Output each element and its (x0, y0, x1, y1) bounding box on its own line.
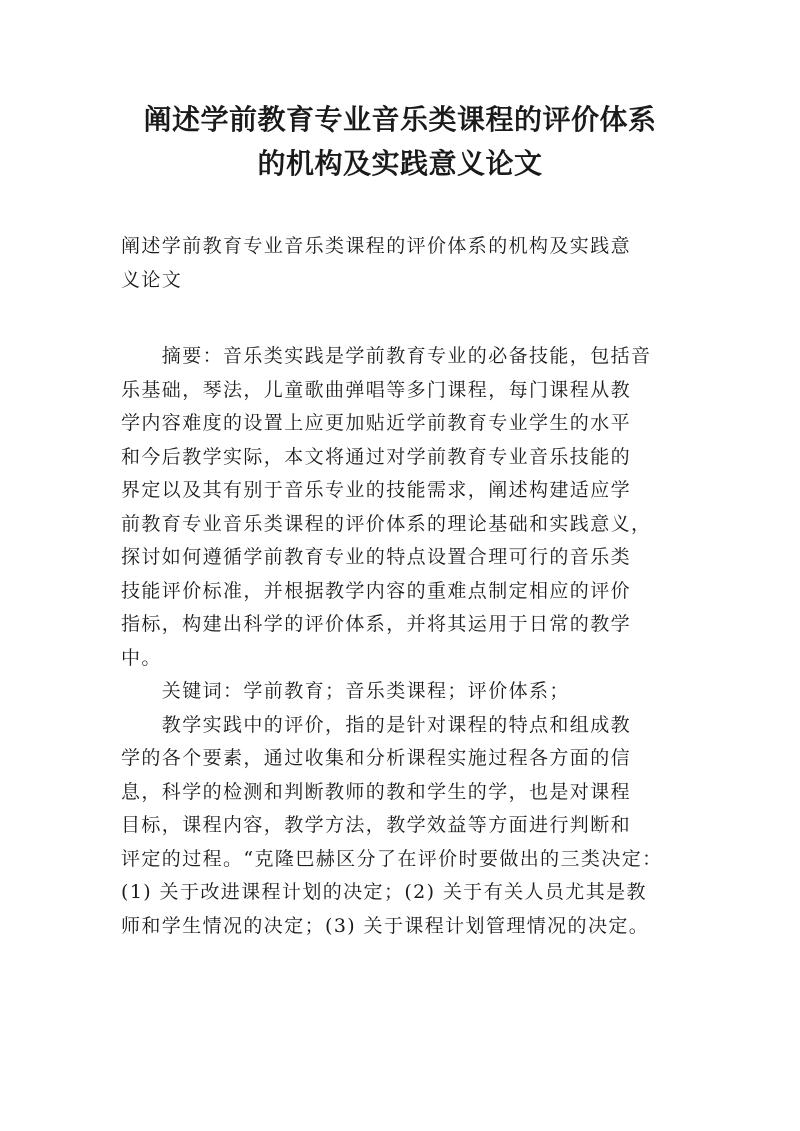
paragraph-line: 学的各个要素，通过收集和分析课程实施过程各方面的信 (121, 747, 632, 769)
paragraph-line: 目标，课程内容，教学方法，教学效益等方面进行判断和 (121, 814, 632, 836)
paragraph-line: (1) 关于改进课程计划的决定；(2) 关于有关人员尤其是教 (121, 881, 647, 903)
abstract-line: 前教育专业音乐类课程的评价体系的理论基础和实践意义， (121, 512, 652, 535)
document-subtitle (121, 230, 681, 297)
title-line: 阐述学前教育专业音乐类课程的评价体系 (143, 103, 657, 136)
abstract-line: 技能评价标准，并根据教学内容的重难点制定相应的评价 (121, 579, 632, 602)
document-body (121, 340, 681, 943)
abstract-line: 乐基础，琴法，儿童歌曲弹唱等多门课程，每门课程从教 (121, 378, 632, 401)
paragraph-line: 教学实践中的评价，指的是针对课程的特点和组成教 (121, 713, 632, 736)
subtitle-line: 阐述学前教育专业音乐类课程的评价体系的机构及实践意 (121, 235, 632, 257)
abstract-line: 学内容难度的设置上应更加贴近学前教育专业学生的水平 (121, 412, 632, 434)
document-title (100, 98, 700, 186)
abstract-line: 指标，构建出科学的评价体系，并将其运用于日常的教学 (121, 613, 632, 635)
abstract-line: 摘要：音乐类实践是学前教育专业的必备技能，包括音 (121, 345, 652, 367)
subtitle-line: 义论文 (121, 268, 183, 291)
paragraph-line: 息，科学的检测和判断教师的教和学生的学，也是对课程 (121, 780, 632, 803)
abstract-line: 探讨如何遵循学前教育专业的特点设置合理可行的音乐类 (121, 546, 632, 568)
abstract-line: 和今后教学实际，本文将通过对学前教育专业音乐技能的 (121, 445, 632, 468)
abstract-line: 中。 (121, 646, 162, 669)
abstract-line: 界定以及其有别于音乐专业的技能需求，阐述构建适应学 (121, 479, 632, 501)
paragraph-line: 评定的过程。“克隆巴赫区分了在评价时要做出的三类决定： (121, 847, 663, 870)
paragraph-line: 师和学生情况的决定；(3) 关于课程计划管理情况的决定。 (121, 914, 650, 937)
keywords-line: 关键词：学前教育；音乐类课程；评价体系； (121, 680, 570, 702)
title-line: 的机构及实践意义论文 (257, 147, 543, 180)
